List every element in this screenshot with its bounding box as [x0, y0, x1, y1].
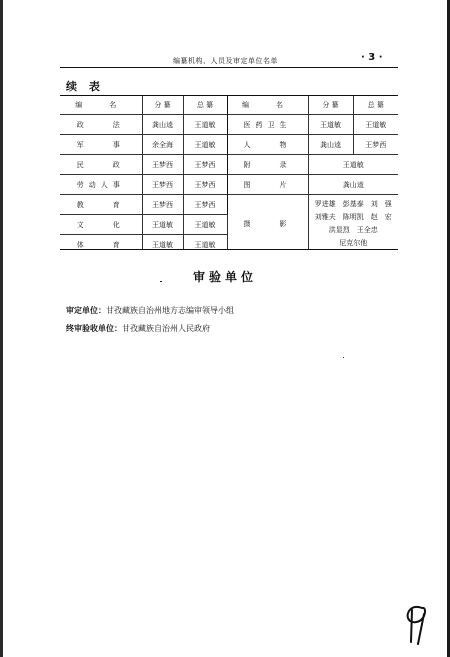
section-label: 续 表 [66, 80, 104, 93]
table-cell: 王梦西 [142, 155, 183, 175]
approval-unit-label: 审定单位： [66, 306, 106, 315]
table-row [60, 115, 398, 135]
table-row [60, 175, 398, 195]
table-cell: 人 物 [227, 135, 308, 155]
table-cell: 王梦西 [142, 195, 183, 215]
header-rule [60, 67, 398, 68]
table-cell: 王梦西 [183, 175, 227, 195]
table-cell: 王道敏 [183, 135, 227, 155]
table-cell: 王道敏 [308, 115, 353, 135]
table-cell: 王梦西 [183, 195, 227, 215]
table-cell: 体 育 [60, 235, 142, 251]
table-row [60, 195, 398, 215]
table-cell: 王道敏 [183, 115, 227, 135]
table-cell: 摄 影 [227, 195, 308, 251]
table-cell: 王梦西 [142, 175, 183, 195]
table-cell: 王道敏 [308, 155, 398, 175]
table-header-cell: 编 名 [227, 96, 308, 115]
table-row [60, 135, 398, 155]
table-cell: 龚山逵 [142, 115, 183, 135]
handwritten-page-number [400, 598, 436, 648]
table-cell: 王梦西 [183, 155, 227, 175]
table-cell: 王道敏 [183, 215, 227, 235]
personnel-table [60, 95, 398, 250]
photographer-line: 尼克尔他 [339, 239, 368, 248]
photographer-line: 刘雅夫 陈明凯 赵 宏 [314, 213, 392, 222]
table-cell: 龚山逵 [308, 135, 353, 155]
approval-unit-line [66, 305, 234, 316]
table-cell: 龚山逵 [308, 175, 398, 195]
table-cell: 教 育 [60, 195, 142, 215]
photographer-line: 罗进雄 彭基泰 刘 强 [314, 200, 392, 209]
table-header-cell: 总 纂 [353, 96, 398, 115]
table-cell: 文 化 [60, 215, 142, 235]
table-cell: 医药卫生 [227, 115, 308, 135]
table-cell: 王道敏 [183, 235, 227, 251]
approval-unit-label: 终审验收单位： [66, 324, 122, 333]
table-cell: 王道敏 [353, 115, 398, 135]
approval-section-title: 审验单位 [192, 270, 257, 284]
table-cell: 王道敏 [142, 215, 183, 235]
table-cell: 余全海 [142, 135, 183, 155]
table-header-row [60, 96, 398, 115]
table-row [60, 155, 398, 175]
table-cell: 劳动人事 [60, 175, 142, 195]
approval-unit-value: 甘孜藏族自治州地方志编审领导小组 [106, 306, 234, 315]
photographer-line: 洪显烈 王全忠 [328, 226, 378, 235]
scan-edge-left [0, 0, 3, 657]
approval-unit-value: 甘孜藏族自治州人民政府 [122, 324, 210, 333]
table-cell: 政 法 [60, 115, 142, 135]
table-cell: 图 片 [227, 175, 308, 195]
table-header-cell: 分 纂 [308, 96, 353, 115]
table-cell: 王道敏 [142, 235, 183, 251]
table-cell: 民 政 [60, 155, 142, 175]
page-number: · 3 · [361, 52, 383, 63]
approval-unit-line [66, 323, 210, 334]
table-cell: 王梦西 [353, 135, 398, 155]
scan-speck [343, 357, 344, 358]
table-header-cell: 分 纂 [142, 96, 183, 115]
table-header-cell: 编 名 [60, 96, 142, 115]
table-cell: 附 录 [227, 155, 308, 175]
photographer-list [308, 195, 398, 251]
table-cell: 军 事 [60, 135, 142, 155]
table-header-cell: 总 纂 [183, 96, 227, 115]
running-head: 编纂机构、人员及审定单位名单 [173, 57, 278, 65]
